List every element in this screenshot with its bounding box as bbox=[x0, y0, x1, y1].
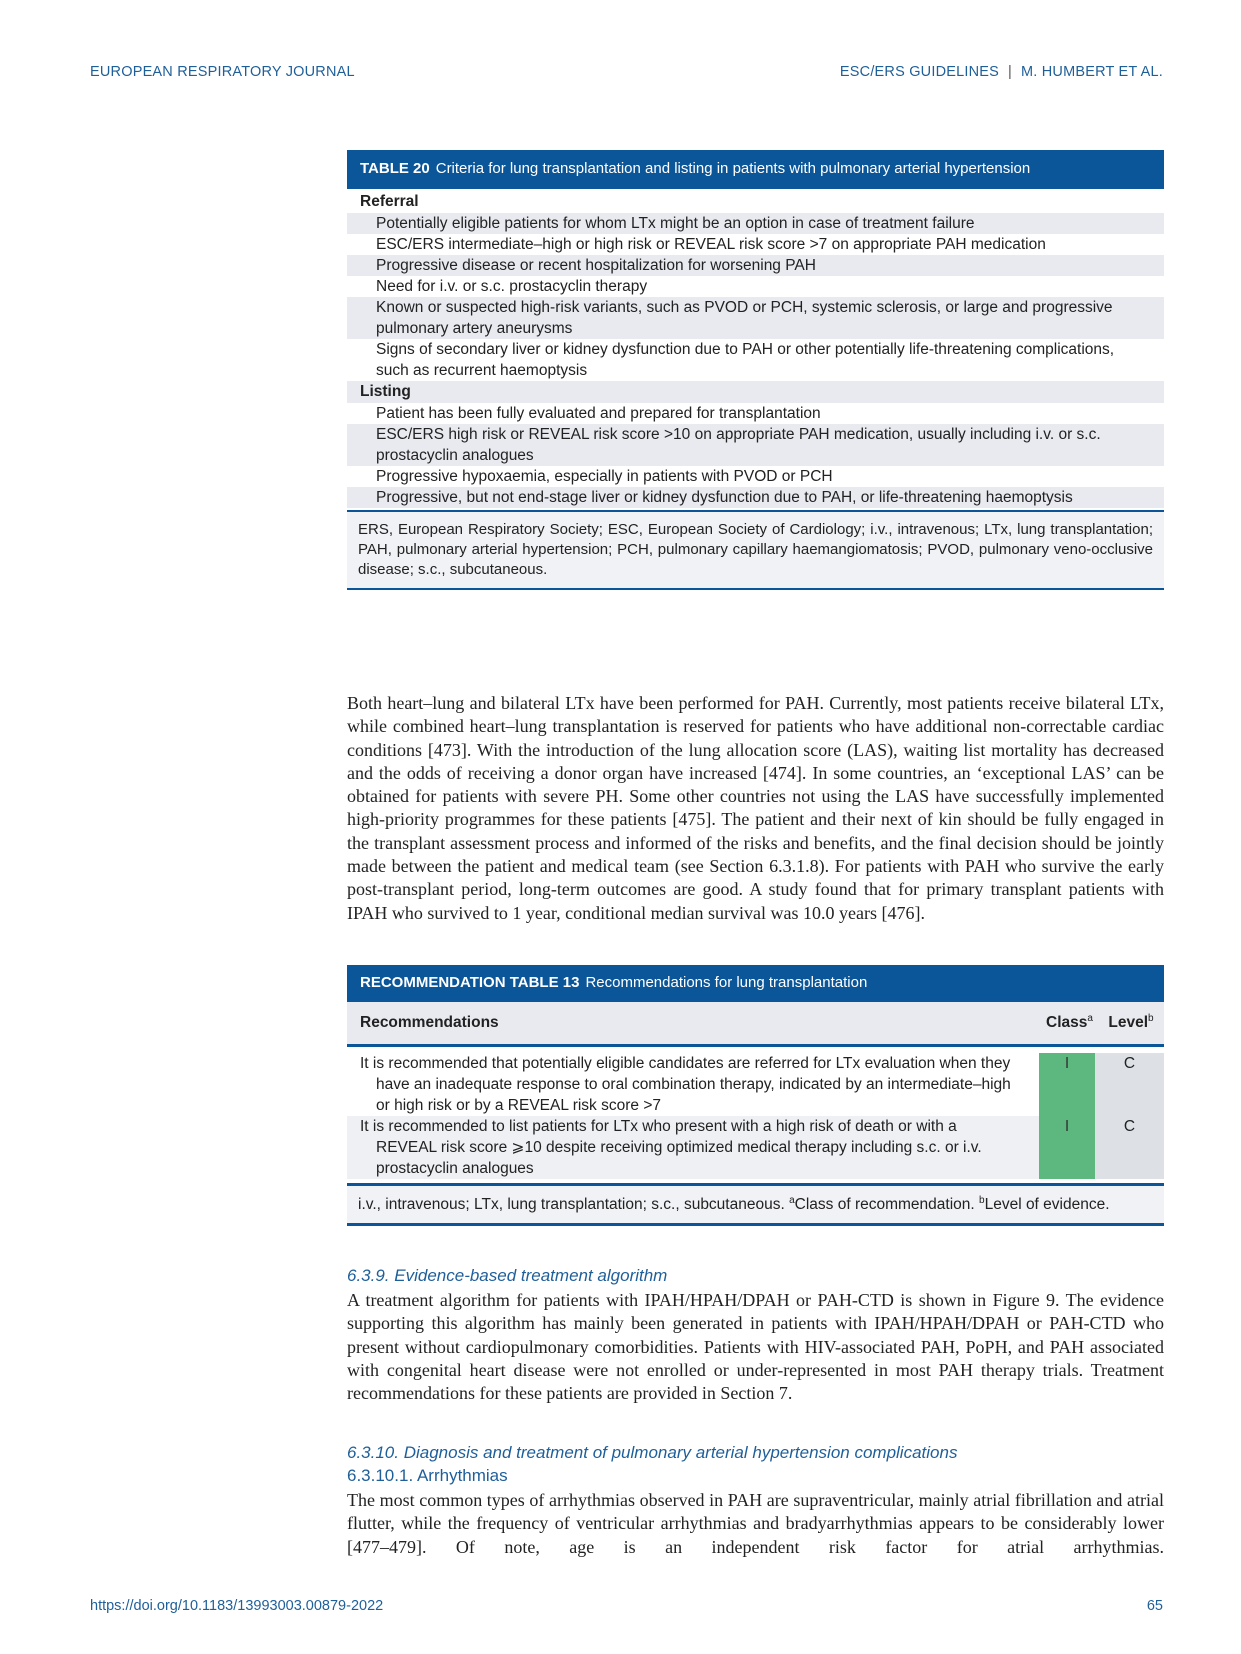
table-header bbox=[347, 150, 1164, 189]
subsection-heading-arrhythmias: 6.3.10.1. Arrhythmias bbox=[347, 1466, 508, 1485]
col-level: Level$^b$ bbox=[1108, 1013, 1154, 1032]
running-header bbox=[840, 64, 1163, 80]
referral-heading: Referral bbox=[360, 193, 419, 210]
page-number: 65 bbox=[1146, 1598, 1163, 1614]
doi-link[interactable]: https://doi.org/10.1183/13993003.00879-2022 bbox=[90, 1598, 384, 1614]
table-label: TABLE 20 bbox=[360, 160, 430, 177]
listing-criterion: ESC/ERS high risk or REVEAL risk score >10 on appropriate PAH medication, usually including i.v. or s.c. prostacyclin analogues bbox=[347, 424, 1164, 466]
paragraph-transplant: Both heart–lung and bilateral LTx have been performed for PAH. Currently, most patients receive bilateral LTx, while combined heart–lung transplantation is reserved for patients who have additional non-correctable cardiac conditions [473]. With the introduction of the lung allocation score (LAS), waiting list mortality has decreased and the odds of receiving a donor organ have increased [474]. In some countries, an ‘exceptional LAS’ can be obtained for patients with severe PH. Some other countries not using the LAS have successfully implemented high-priority programmes for these patients [475]. The patient and their next of kin should be fully engaged in the transplant assessment process and informed of the risks and benefits, and the final decision should be jointly made between the patient and medical team (see Section 6.3.1.8). For patients with PAH who survive the early post-transplant period, long-term outcomes are good. A study found that for primary transplant patients with IPAH who survived to 1 year, conditional median survival was 10.0 years [476]. bbox=[347, 693, 1164, 923]
recommendation-text: It is recommended to list patients for LTx who present with a high risk of death or with a REVEAL risk score ⩾10 despite receiving optimized medical therapy including s.c. or i.v. prostacyclin analogues bbox=[347, 1116, 1039, 1179]
listing-criterion: Progressive, but not end-stage liver or kidney dysfunction due to PAH, or life-threatening haemoptysis bbox=[347, 487, 1164, 508]
table-title: Criteria for lung transplantation and listing in patients with pulmonary arterial hypertension bbox=[435, 160, 1031, 177]
class-cell: I bbox=[1039, 1116, 1095, 1179]
table-footnote: i.v., intravenous; LTx, lung transplantation; s.c., subcutaneous. $^a$Class of recommendation. $^b$Level of evidence. bbox=[347, 1183, 1164, 1226]
table-footnote: ERS, European Respiratory Society; ESC, European Society of Cardiology; i.v., intravenous; LTx, lung transplantation; PAH, pulmonary arterial hypertension; PCH, pulmonary capillary haemangiomatosis; PVOD, pulmonary veno-occlusive disease; s.c., subcutaneous. bbox=[347, 510, 1164, 590]
col-class: Class$^a$ bbox=[1046, 1013, 1093, 1032]
journal-name: EUROPEAN RESPIRATORY JOURNAL bbox=[90, 64, 355, 80]
table-20 bbox=[347, 150, 1164, 590]
recommendation-table-13 bbox=[347, 965, 1164, 1226]
recommendation-row bbox=[347, 1053, 1164, 1116]
listing-criterion: Progressive hypoxaemia, especially in patients with PVOD or PCH bbox=[376, 468, 833, 485]
col-recommendations: Recommendations bbox=[360, 1014, 499, 1031]
referral-criterion: Known or suspected high-risk variants, such as PVOD or PCH, systemic sclerosis, or large and progressive pulmonary artery aneurysms bbox=[347, 297, 1164, 339]
section-heading-6310: 6.3.10. Diagnosis and treatment of pulmonary arterial hypertension complications bbox=[347, 1443, 958, 1462]
referral-criterion: ESC/ERS intermediate–high or high risk or REVEAL risk score >7 on appropriate PAH medication bbox=[376, 236, 1046, 253]
column-header-row bbox=[347, 1002, 1164, 1047]
class-cell: I bbox=[1039, 1053, 1095, 1116]
table-title: Recommendations for lung transplantation bbox=[585, 974, 868, 991]
separator: | bbox=[1008, 64, 1012, 80]
section-label: ESC/ERS GUIDELINES bbox=[839, 64, 1000, 80]
referral-criterion: Signs of secondary liver or kidney dysfunction due to PAH or other potentially life-threatening complications, such as recurrent haemoptysis bbox=[376, 341, 1115, 379]
paragraph-arrhythmias: The most common types of arrhythmias observed in PAH are supraventricular, mainly atrial fibrillation and atrial flutter, while the frequency of ventricular arrhythmias and bradyarrhythmias appears to be considerably lower [477–479]. Of note, age is an independent risk factor for atrial arrhythmias. bbox=[347, 1490, 1164, 1557]
level-cell: C bbox=[1095, 1053, 1164, 1116]
listing-criterion: Patient has been fully evaluated and prepared for transplantation bbox=[376, 405, 821, 422]
paragraph-algorithm: A treatment algorithm for patients with IPAH/HPAH/DPAH or PAH-CTD is shown in Figure 9. The evidence supporting this algorithm has mainly been generated in patients with IPAH/HPAH/DPAH or PAH-CTD who present without cardiopulmonary comorbidities. Patients with HIV-associated PAH, PoPH, and PAH associated with congenital heart disease were not enrolled or under-represented in most PAH therapy trials. Treatment recommendations for these patients are provided in Section 7. bbox=[347, 1290, 1164, 1404]
referral-criterion: Potentially eligible patients for whom LTx might be an option in case of treatment failure bbox=[347, 213, 1164, 234]
authors: M. HUMBERT ET AL. bbox=[1021, 64, 1163, 80]
recommendation-row bbox=[347, 1116, 1164, 1179]
section-heading-639: 6.3.9. Evidence-based treatment algorithm bbox=[347, 1266, 668, 1285]
recommendation-text: It is recommended that potentially eligible candidates are referred for LTx evaluation when they have an inadequate response to oral combination therapy, indicated by an intermediate–high or high risk or by a REVEAL risk score >7 bbox=[360, 1055, 1011, 1114]
referral-criterion: Progressive disease or recent hospitalization for worsening PAH bbox=[347, 255, 1164, 276]
table-header bbox=[347, 965, 1164, 1002]
table-label: RECOMMENDATION TABLE 13 bbox=[360, 974, 580, 991]
level-cell: C bbox=[1095, 1116, 1164, 1179]
listing-heading: Listing bbox=[347, 381, 1164, 403]
referral-criterion: Need for i.v. or s.c. prostacyclin therapy bbox=[376, 278, 648, 295]
